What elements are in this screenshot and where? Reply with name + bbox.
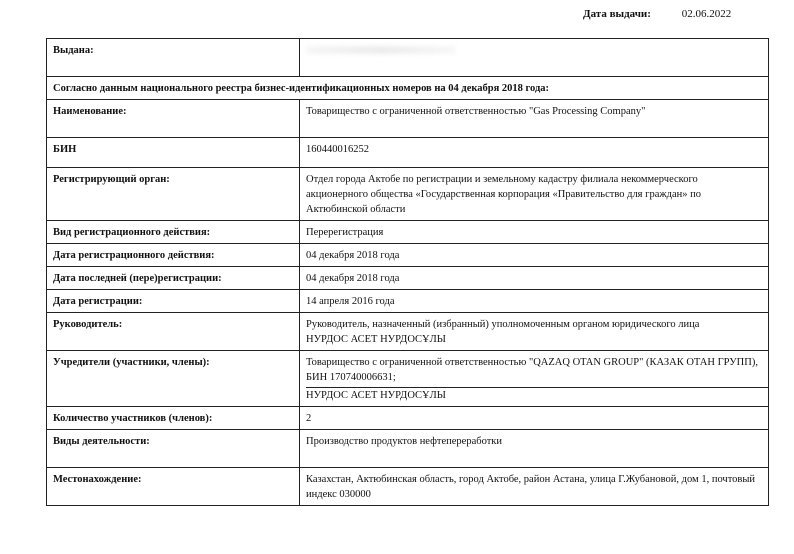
registering-authority-label: Регистрирующий орган: <box>47 168 300 221</box>
last-reregistration-date-value: 04 декабря 2018 года <box>300 267 769 290</box>
founder-company: Товарищество с ограниченной ответственностью "QAZAQ OTAN GROUP" (КАЗАК ОТАН ГРУПП), БИН 170740006631; <box>306 355 769 388</box>
founders-label: Учредители (участники, члены): <box>47 351 300 407</box>
issued-to-value <box>300 39 769 77</box>
director-value <box>300 313 769 351</box>
bin-value: 160440016252 <box>300 138 769 168</box>
issue-date-label: Дата выдачи: <box>583 8 651 20</box>
issued-to-label: Выдана: <box>47 39 300 77</box>
table-row-registration-action-date <box>47 244 769 267</box>
bin-label: БИН <box>47 138 300 168</box>
registration-action-type-value: Перерегистрация <box>300 221 769 244</box>
issue-date-value: 02.06.2022 <box>681 8 732 20</box>
issue-date-line <box>583 8 731 20</box>
last-reregistration-date-label: Дата последней (пере)регистрации: <box>47 267 300 290</box>
director-label: Руководитель: <box>47 313 300 351</box>
table-row-registry-heading <box>47 77 769 100</box>
table-row-activities <box>47 430 769 468</box>
activities-value: Производство продуктов нефтепереработки <box>300 430 769 468</box>
registry-table <box>46 38 769 506</box>
registration-date-label: Дата регистрации: <box>47 290 300 313</box>
table-row-registering-authority <box>47 168 769 221</box>
members-count-value: 2 <box>300 407 769 430</box>
founders-value <box>300 351 769 407</box>
name-label: Наименование: <box>47 100 300 138</box>
table-row-members-count <box>47 407 769 430</box>
redacted-field <box>306 46 456 54</box>
registry-heading: Согласно данным национального реестра бизнес-идентификационных номеров на 04 декабря 2018 года: <box>47 77 769 100</box>
location-value: Казахстан, Актюбинская область, город Актобе, район Астана, улица Г.Жубановой, дом 1, почтовый индекс 030000 <box>300 468 769 506</box>
registration-action-date-label: Дата регистрационного действия: <box>47 244 300 267</box>
table-row-director <box>47 313 769 351</box>
table-row-founders <box>47 351 769 407</box>
table-row-last-reregistration-date <box>47 267 769 290</box>
registering-authority-value: Отдел города Актобе по регистрации и земельному кадастру филиала некоммерческого акционерного общества «Государственная корпорация «Правительство для граждан» по Актюбинской области <box>300 168 769 221</box>
table-row-name <box>47 100 769 138</box>
registration-action-type-label: Вид регистрационного действия: <box>47 221 300 244</box>
members-count-label: Количество участников (членов): <box>47 407 300 430</box>
table-row-registration-date <box>47 290 769 313</box>
table-row-registration-action-type <box>47 221 769 244</box>
table-row-issued-to <box>47 39 769 77</box>
table-row-location <box>47 468 769 506</box>
director-role: Руководитель, назначенный (избранный) уполномоченным органом юридического лица <box>306 319 700 330</box>
table-row-bin <box>47 138 769 168</box>
registration-action-date-value: 04 декабря 2018 года <box>300 244 769 267</box>
name-value: Товарищество с ограниченной ответственностью "Gas Processing Company" <box>300 100 769 138</box>
location-label: Местонахождение: <box>47 468 300 506</box>
activities-label: Виды деятельности: <box>47 430 300 468</box>
registration-date-value: 14 апреля 2016 года <box>300 290 769 313</box>
founder-person: НУРДОС АСЕТ НУРДОСҰЛЫ <box>306 390 446 401</box>
director-name: НУРДОС АСЕТ НУРДОСҰЛЫ <box>306 334 446 345</box>
